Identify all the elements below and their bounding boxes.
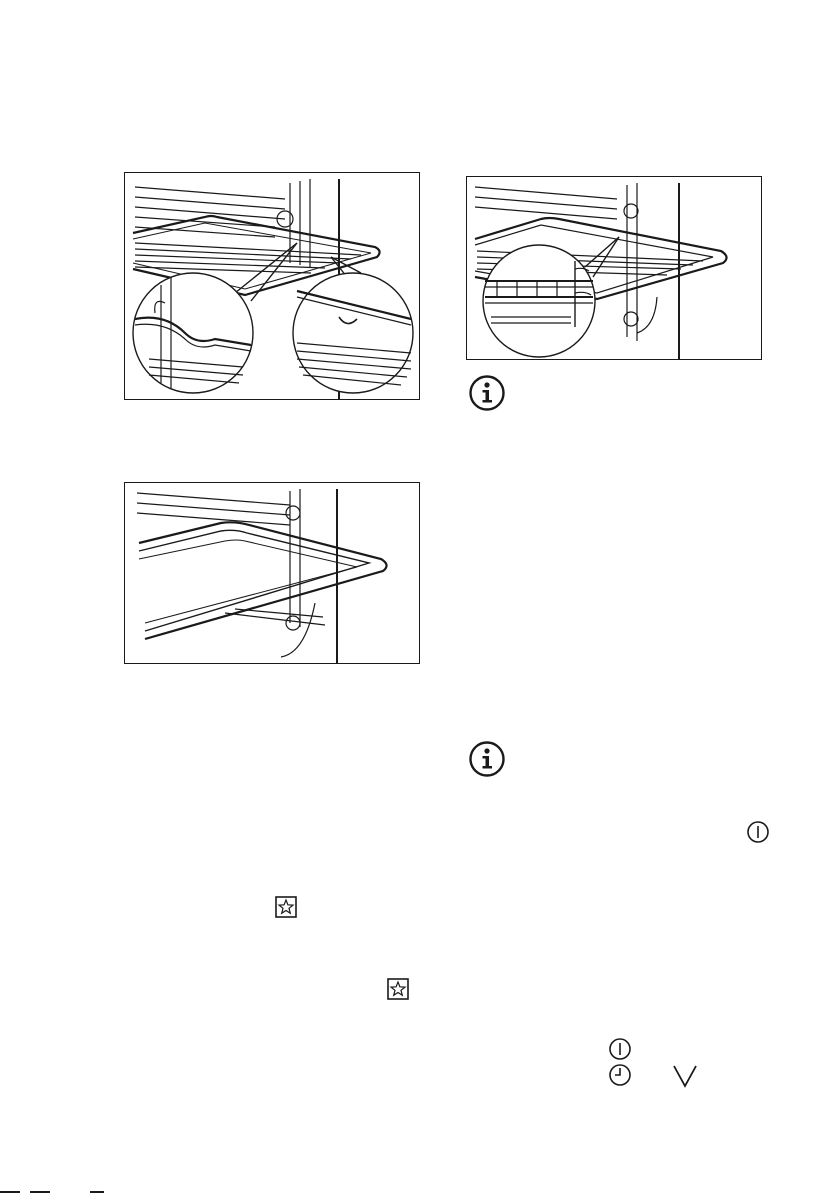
- oven-shelf-drawing: [125, 173, 419, 399]
- info-icon: [468, 374, 506, 412]
- down-arrow-icon: [672, 1064, 698, 1088]
- oven-tray-drawing: [125, 483, 419, 663]
- footer-mark: [0, 1184, 110, 1192]
- fan-star-icon: [387, 978, 409, 1000]
- oven-tray-insertion-figure: [124, 482, 420, 664]
- info-icon: [468, 740, 506, 778]
- clock-icon: [608, 1063, 632, 1087]
- oven-shelf-support-drawing: [467, 177, 761, 359]
- oven-shelf-insertion-figure: [124, 172, 420, 400]
- on-off-icon: [608, 1037, 632, 1061]
- fan-star-icon: [275, 896, 297, 918]
- oven-shelf-support-figure: [466, 176, 762, 360]
- on-off-icon: [746, 820, 770, 844]
